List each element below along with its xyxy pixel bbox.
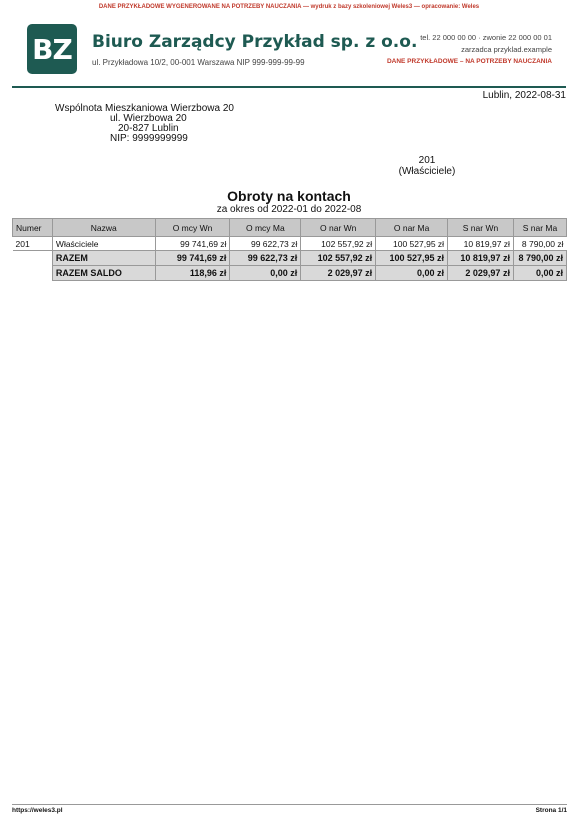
cell-value: 100 527,95 zł	[376, 237, 448, 251]
total-value: 99 622,73 zł	[230, 251, 301, 266]
account-number: 201	[418, 155, 436, 166]
balance-row	[13, 266, 567, 281]
report-period: za okres od 2022-01 do 2022-08	[216, 204, 362, 215]
balance-label: RAZEM SALDO	[52, 266, 155, 281]
cell-value: 99 622,73 zł	[230, 237, 301, 251]
col-header: O mcy Wn	[155, 219, 230, 237]
cell-value: 102 557,92 zł	[301, 237, 376, 251]
col-header: Numer	[13, 219, 53, 237]
total-row	[13, 251, 567, 266]
blank-cell	[13, 251, 53, 266]
col-header: O nar Ma	[376, 219, 448, 237]
cell-value: 99 741,69 zł	[155, 237, 230, 251]
account-info	[386, 155, 468, 177]
total-value: 100 527,95 zł	[376, 251, 448, 266]
report-title: Obroty na kontach	[227, 188, 351, 204]
balance-value: 2 029,97 zł	[448, 266, 514, 281]
table-row	[13, 237, 567, 251]
company-logo: BZ	[27, 24, 77, 74]
recipient-address	[55, 104, 234, 144]
col-header: O nar Wn	[301, 219, 376, 237]
recipient-line: Wspólnota Mieszkaniowa Wierzbowa 20	[55, 103, 234, 114]
balance-value: 0,00 zł	[230, 266, 301, 281]
header-divider	[12, 86, 566, 88]
blank-cell	[13, 266, 53, 281]
place-date: Lublin, 2022-08-31	[482, 90, 566, 101]
total-value: 10 819,97 zł	[448, 251, 514, 266]
footer-url[interactable]: https://weles3.pl	[12, 807, 63, 814]
cell-value: 8 790,00 zł	[513, 237, 566, 251]
cell-value: 10 819,97 zł	[448, 237, 514, 251]
account-name: (Właściciele)	[398, 166, 456, 177]
balance-value: 0,00 zł	[376, 266, 448, 281]
recipient-line: ul. Wierzbowa 20	[110, 113, 187, 124]
company-name: Biuro Zarządcy Przykład sp. z o.o.	[92, 32, 418, 52]
balance-value: 118,96 zł	[155, 266, 230, 281]
col-header: S nar Ma	[513, 219, 566, 237]
total-value: 99 741,69 zł	[155, 251, 230, 266]
top-notice: DANE PRZYKŁADOWE WYGENEROWANE NA POTRZEBY NAUCZANIA — wydruk z bazy szkoleniowej Weles3 — opracowanie: Weles	[98, 4, 480, 10]
col-header: S nar Wn	[448, 219, 514, 237]
balance-value: 0,00 zł	[513, 266, 566, 281]
col-header: Nazwa	[52, 219, 155, 237]
company-phone: tel. 22 000 00 00 · zwonie 22 000 00 01	[420, 33, 552, 42]
page-number: Strona 1/1	[535, 807, 567, 814]
balance-value: 2 029,97 zł	[301, 266, 376, 281]
turnover-table	[12, 218, 567, 281]
col-header: O mcy Ma	[230, 219, 301, 237]
company-note: DANE PRZYKŁADOWE – NA POTRZEBY NAUCZANIA	[386, 58, 552, 65]
footer-divider	[12, 804, 567, 805]
company-address: ul. Przykładowa 10/2, 00-001 Warszawa NIP 999-999-99-99	[92, 58, 305, 67]
total-value: 102 557,92 zł	[301, 251, 376, 266]
recipient-line: NIP: 9999999999	[110, 133, 188, 144]
total-label: RAZEM	[52, 251, 155, 266]
cell-nazwa: Właściciele	[52, 237, 155, 251]
cell-numer: 201	[13, 237, 53, 251]
total-value: 8 790,00 zł	[513, 251, 566, 266]
company-email: zarzadca przyklad.example	[461, 45, 552, 54]
recipient-line: 20-827 Lublin	[118, 123, 179, 134]
table-header-row	[13, 219, 567, 237]
